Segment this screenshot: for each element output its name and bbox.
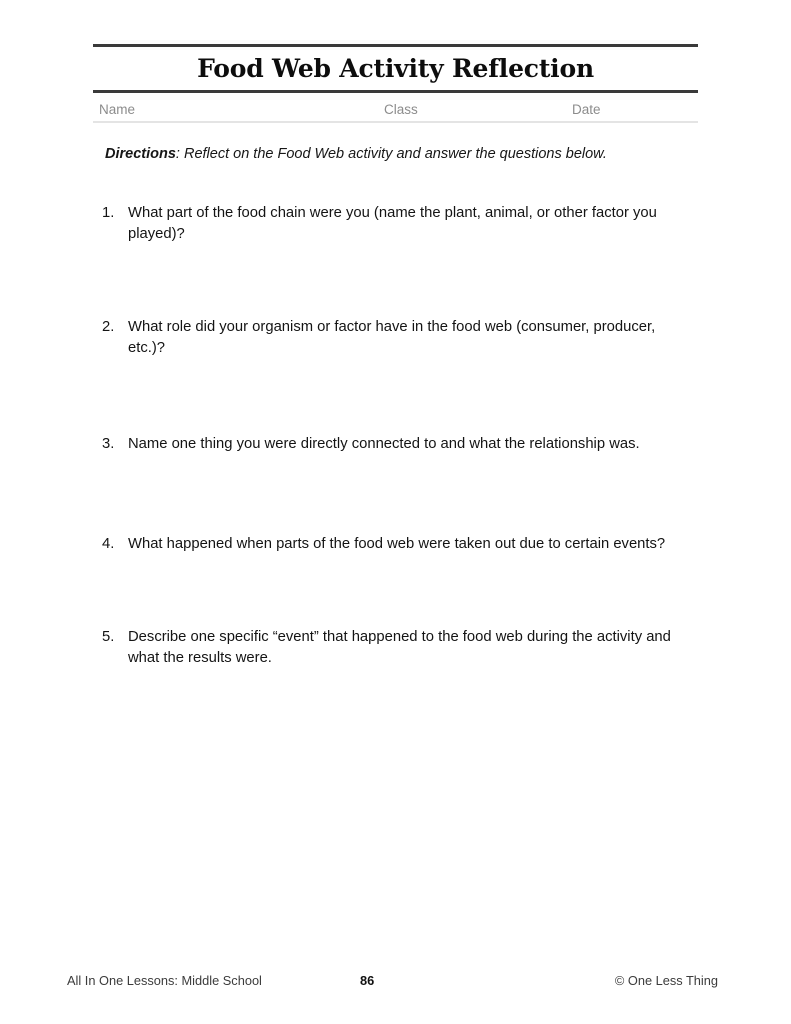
question-text-1: What part of the food chain were you (name the plant, animal, or other factor you played)? — [128, 205, 657, 242]
question-number-1: 1. — [102, 205, 115, 221]
question-item-3 — [100, 434, 700, 455]
footer-page-number: 86 — [360, 973, 375, 988]
answer-space-2 — [100, 359, 700, 434]
question-text-4: What happened when parts of the food web were taken out due to certain events? — [128, 536, 666, 552]
question-item-4 — [100, 534, 700, 555]
directions-label: Directions — [105, 146, 176, 162]
page-footer — [0, 973, 791, 995]
directions-line — [105, 145, 705, 165]
directions-text: : Reflect on the Food Web activity and answer the questions below. — [175, 146, 607, 162]
name-row-rule — [93, 121, 698, 123]
page-title: Food Web Activity Reflection — [197, 54, 594, 83]
question-number-2: 2. — [102, 319, 115, 335]
question-item-1 — [100, 203, 700, 245]
question-item-5 — [100, 627, 700, 669]
date-field-label: Date — [572, 101, 601, 117]
question-item-2 — [100, 317, 700, 359]
answer-space-3 — [100, 455, 700, 534]
footer-series-label: All In One Lessons: Middle School — [67, 973, 262, 988]
document-header — [93, 44, 698, 123]
question-text-5: Describe one specific “event” that happened to the food web during the activity and what the results were. — [128, 629, 671, 666]
class-field-label: Class — [384, 101, 418, 117]
questions-list — [100, 203, 700, 889]
name-field-label: Name — [99, 101, 136, 117]
answer-space-5 — [100, 669, 700, 889]
question-number-5: 5. — [102, 629, 115, 645]
footer-copyright: © One Less Thing — [614, 973, 718, 988]
answer-space-1 — [100, 245, 700, 317]
answer-space-4 — [100, 555, 700, 627]
question-number-4: 4. — [102, 536, 115, 552]
question-number-3: 3. — [102, 436, 115, 452]
question-text-3: Name one thing you were directly connected to and what the relationship was. — [128, 436, 640, 452]
question-text-2: What role did your organism or factor have in the food web (consumer, producer, etc.)? — [128, 319, 656, 356]
name-class-date-row — [93, 93, 698, 123]
